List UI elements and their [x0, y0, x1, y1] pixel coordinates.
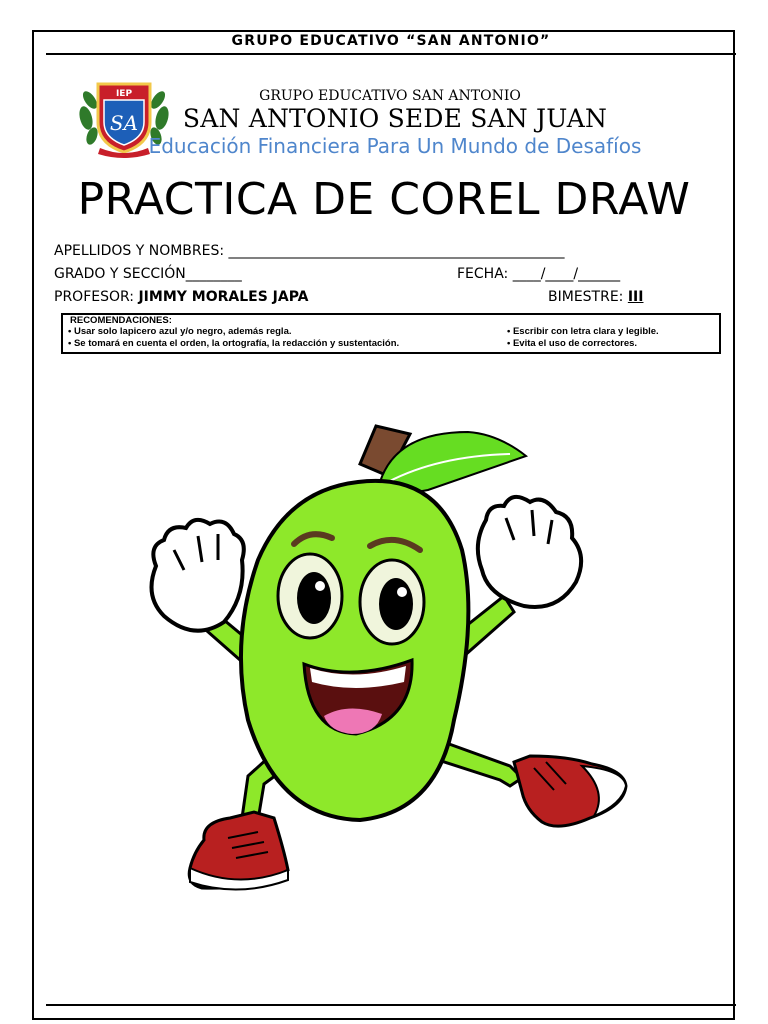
grade-section-field: GRADO Y SECCIÓN________ — [54, 266, 242, 282]
motto-container — [140, 133, 650, 175]
school-group-name: GRUPO EDUCATIVO SAN ANTONIO — [259, 88, 521, 104]
teacher-label: PROFESOR: — [54, 289, 139, 305]
term-value: III — [627, 289, 644, 305]
term-field — [548, 289, 643, 305]
mango-character-icon — [138, 420, 632, 900]
bottom-divider — [46, 1004, 736, 1006]
recommendation-item: • Escribir con letra clara y legible. — [507, 326, 659, 337]
date-field: FECHA: ____/____/______ — [457, 266, 621, 282]
school-motto: Educación Financiera Para Un Mundo de Desafíos — [148, 134, 642, 158]
names-field: APELLIDOS Y NOMBRES: ________________________________________________ — [54, 243, 565, 259]
term-label: BIMESTRE: — [548, 289, 628, 305]
teacher-name: JIMMY MORALES JAPA — [138, 289, 309, 305]
recommendations-title: RECOMENDACIONES: — [70, 315, 172, 326]
recommendation-item: • Evita el uso de correctores. — [507, 338, 638, 349]
recommendation-item: • Se tomará en cuenta el orden, la ortografía, la redacción y sustentación. — [68, 338, 400, 349]
recommendations-box — [61, 313, 721, 354]
logo-initials-text: SA — [109, 111, 139, 135]
logo-iep-text: IEP — [115, 89, 133, 99]
recommendation-item: • Usar solo lapicero azul y/o negro, además regla. — [68, 326, 292, 337]
school-name: SAN ANTONIO SEDE SAN JUAN — [182, 104, 608, 133]
page-title: PRACTICA DE COREL DRAW — [77, 174, 691, 225]
top-divider — [46, 53, 736, 55]
group-header: GRUPO EDUCATIVO “SAN ANTONIO” — [231, 33, 551, 49]
teacher-field — [54, 289, 309, 305]
